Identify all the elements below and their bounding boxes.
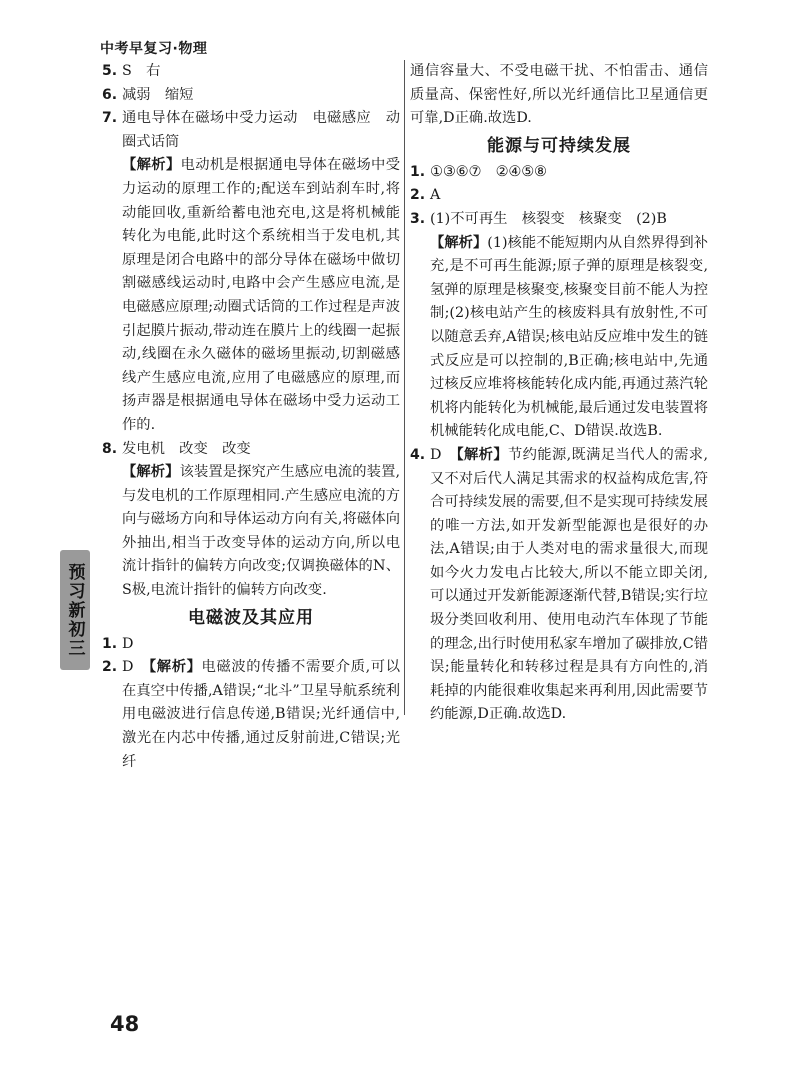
answer-item-1 [410,161,708,185]
answer-item-2 [102,656,400,774]
answer-item-5 [102,60,400,84]
analysis-label: 【解析】 [122,157,181,174]
page-header: 中考早复习·物理 [100,41,208,57]
answer-number: 6. [102,86,118,103]
side-tab-label: 预习新初三 [64,562,85,658]
answer-item-1 [102,633,400,657]
answer-item-4 [410,444,708,727]
analysis-text: (1)核能不能短期内从自然界得到补充,是不可再生能源;原子弹的原理是核裂变,氢弹的原理是核聚变,核聚变目前不能人为控制;(2)核电站产生的核废料具有放射性,不可以随意丢弃,A错误;核电站反应堆中发生的链式反应是可以控制的,B正确;核电站中,先通过核反应堆将核能转化成内能,再通过蒸汽轮机将内能转化为机械能,最后通过发电装置将机械能转化成电能,C、D错误.故选B. [430,234,708,440]
answer-number: 2. [410,187,426,204]
answer-item-7 [102,107,400,437]
analysis-label: 【解析】 [122,464,180,481]
answer-item-8 [102,438,400,603]
answer-text: (1)不可再生 核裂变 核聚变 (2)B [430,210,667,227]
analysis-paragraph [122,461,400,603]
answer-text: S 右 [122,63,161,79]
analysis-paragraph [430,232,708,444]
answer-text: 通电导体在磁场中受力运动 电磁感应 动圈式话筒 [122,110,400,150]
side-tab [60,550,90,670]
answer-item-6 [102,84,400,108]
section-title: 能源与可持续发展 [487,135,631,156]
answer-number: 2. [102,659,118,676]
answer-number: 5. [102,63,118,79]
analysis-label: 【解析】 [456,446,508,463]
analysis-text: 电动机是根据通电导体在磁场中受力运动的原理工作的;配送车到站刹车时,将动能回收,重新给蓄电池充电,这是将机械能转化为电能,此时这个系统相当于发电机,其原理是闭合电路中的部分导体在磁场中做切割磁感线运动时,电路中会产生感应电流,是电磁感应原理;动圈式话筒的工作过程是声波引起膜片振动,带动连在膜片上的线圈一起振动,线圈在永久磁体的磁场里振动,切割磁感线产生感应电流,应用了电磁感应的原理,而扬声器是根据通电导体在磁场中受力运动工作的. [122,157,401,433]
analysis-text: 电磁波的传播不需要介质,可以在真空中传播,A错误;“北斗”卫星导航系统利用电磁波进行信息传递,B错误;光纤通信中,激光在内芯中传播,通过反射前进,C错误;光纤 [122,659,401,770]
answer-item-3 [410,208,708,444]
right-column [410,60,708,727]
section-title: 电磁波及其应用 [188,607,314,628]
answer-text: D [122,635,134,652]
analysis-text: 该装置是探究产生感应电流的装置,与发电机的工作原理相同.产生感应电流的方向与磁场方向和导体运动方向有关,将磁体向外抽出,相当于改变导体的运动方向,所以电流计指针的偏转方向改变;仅调换磁体的N、S极,电流计指针的偏转方向改变. [122,464,401,599]
answer-text: A [430,187,441,204]
answer-number: 8. [102,440,118,457]
column-divider [404,60,405,715]
answer-number: 4. [410,446,426,463]
answer-text: 发电机 改变 改变 [122,440,251,457]
answer-number: 3. [410,210,426,227]
answer-number: 1. [410,163,426,180]
continuation-text: 通信容量大、不受电磁干扰、不怕雷击、通信质量高、保密性好,所以光纤通信比卫星通信更可靠,D正确.故选D. [410,63,708,127]
answer-number: 7. [102,110,118,127]
analysis-label: 【解析】 [430,234,488,251]
answer-text: ①③⑥⑦ ②④⑤⑧ [430,163,547,180]
answer-text: D [430,446,442,463]
page-number: 48 [110,1012,140,1036]
answer-text: D [122,659,134,676]
analysis-text: 节约能源,既满足当代人的需求,又不对后代人满足其需求的权益构成危害,符合可持续发展的需要,但不是实现可持续发展的唯一方法,如开发新型能源也是很好的办法,A错误;由于人类对电的需求量很大,而现如今火力发电占比较大,所以不能立即关闭,可以通过开发新能源逐渐代替,B错误;实行垃圾分类回收利用、使用电动汽车体现了节能的理念,出行时使用私家车增加了碳排放,C错误;能量转化和转移过程是具有方向性的,消耗掉的内能很难收集起来再利用,因此需要节约能源,D正确.故选D. [430,446,708,723]
answer-number: 1. [102,635,118,652]
answer-item-2 [410,184,708,208]
analysis-label: 【解析】 [149,659,202,676]
left-column [102,60,400,774]
answer-text: 减弱 缩短 [122,86,194,103]
analysis-paragraph [122,154,400,437]
